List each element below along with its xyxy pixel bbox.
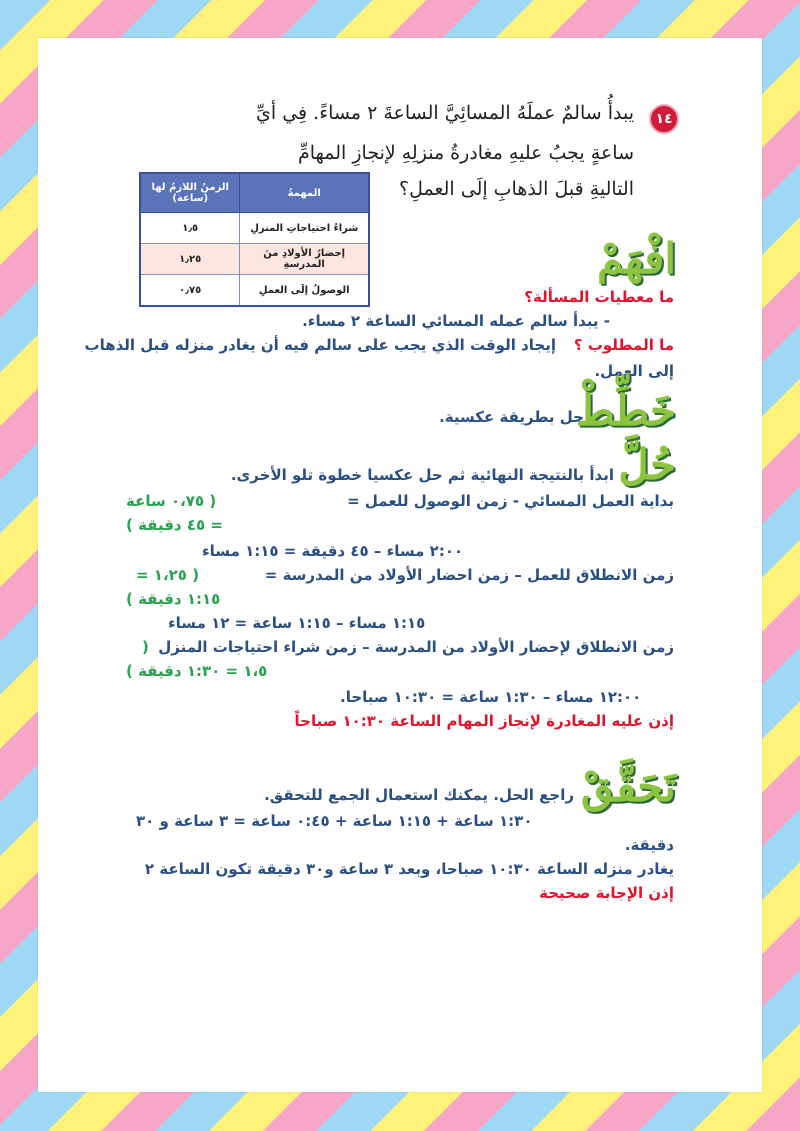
plan-text: حل بطريقة عكسية. [439,408,584,426]
solve-line-5-green: ( [142,638,149,656]
solve-line-1-green: ( ٠،٧٥ ساعة [126,492,217,510]
required-question: ما المطلوب ؟ [573,336,674,354]
task-cell: إحضارُ الأولادِ منَ المدرسةِ [240,244,369,275]
question-line-2: ساعةٍ يجبُ عليهِ مغادرةُ منزلِهِ لإنجازِ المهامِّ [297,142,634,164]
header-time-line2: (ساعة) [172,193,209,204]
required-answer-line2: إلى العمل. [594,362,674,380]
heading-check: تَحَقَّقْ [580,762,676,811]
heading-understand: افْهَمْ [596,234,676,283]
header-time-line1: الزمنُ اللازمُ لها [151,182,229,193]
heading-plan: خَطِّطْ [575,386,676,435]
solve-conclusion: إذن عليه المغادرة لإنجاز المهام الساعة ١٠:٣٠ صباحاً [294,712,674,730]
solve-line-2: ٢:٠٠ مساء – ٤٥ دقيقة = ١:١٥ مساء [202,542,464,560]
table-row [140,213,369,244]
check-line-2: يغادر منزله الساعة ١٠:٣٠ صباحا، وبعد ٣ ساعة و٣٠ دقيقة تكون الساعة ٢ [144,860,674,878]
task-cell: الوصولُ إلَى العملِ [240,275,369,307]
table-row [140,244,369,275]
check-intro: راجع الحل. يمكنك استعمال الجمع للتحقق. [264,786,574,804]
header-time [140,173,240,213]
heading-solve: حُلَّ [618,440,676,489]
solve-line-3b: ١:١٥ دقيقة ) [126,590,221,608]
time-cell: ١٫٥ [140,213,240,244]
solve-line-1: بداية العمل المسائي - زمن الوصول للعمل = [347,492,674,510]
solve-line-3-green: ( ١،٢٥ = [136,566,200,584]
solve-line-4: ١:١٥ مساء – ١:١٥ ساعة = ١٢ مساء [168,614,426,632]
solve-line-5: زمن الانطلاق لإحضار الأولاد من المدرسة – زمن شراء احتياجات المنزل [158,638,674,656]
time-cell: ١٫٢٥ [140,244,240,275]
solve-line-5b: ١،٥ = ١:٣٠ دقيقة ) [126,662,268,680]
question-line-1: يبدأُ سالمٌ عملَهُ المسائِيَّ الساعةَ ٢ مساءً. فِي أيِّ [256,102,634,124]
tasks-table [139,172,370,307]
check-line-1b: دقيقة. [624,836,674,854]
table-header-row [140,173,369,213]
givens-answer: - يبدأ سالم عمله المسائي الساعة ٢ مساء. [302,312,610,330]
solve-line-3: زمن الانطلاق للعمل – زمن احضار الأولاد من المدرسة = [264,566,674,584]
check-line-1: ١:٣٠ ساعة + ١:١٥ ساعة + ٠:٤٥ ساعة = ٣ ساعة و ٣٠ [136,812,533,830]
solve-intro: ابدأ بالنتيجة النهائية ثم حل عكسيا خطوة تلو الأخرى. [230,466,614,484]
required-answer: إيجاد الوقت الذي يجب على سالم فيه أن يغادر منزله قبل الذهاب [84,336,556,354]
task-cell: شراءُ احتياجاتِ المنزلِ [240,213,369,244]
check-conclusion: إذن الإجابة صحيحة [539,884,674,902]
question-line-3: التاليةِ قبلَ الذهابِ إلَى العملِ؟ [399,178,634,200]
question-number-badge: ١٤ [649,104,679,134]
table-row [140,275,369,307]
time-cell: ٠٫٧٥ [140,275,240,307]
header-task: المهمةُ [240,173,369,213]
solve-line-6: ١٢:٠٠ مساء – ١:٣٠ ساعة = ١٠:٣٠ صباحا. [340,688,642,706]
solve-line-1b: = ٤٥ دقيقة ) [126,516,223,534]
givens-question: ما معطيات المسألة؟ [524,288,674,306]
